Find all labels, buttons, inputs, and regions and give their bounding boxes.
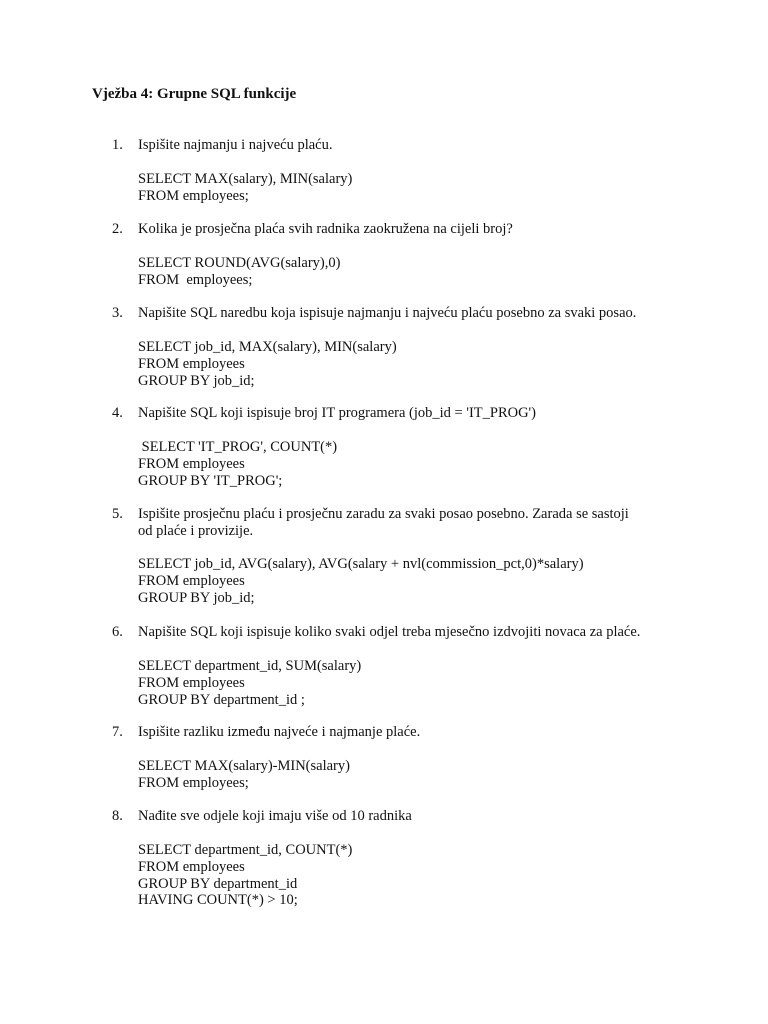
- code-line: FROM employees;: [138, 774, 249, 791]
- code-line: FROM employees: [138, 674, 245, 691]
- exercise-number: 6.: [112, 624, 123, 640]
- code-line: GROUP BY department_id: [138, 875, 298, 892]
- question-line: Ispišite najmanju i najveću plaću.: [138, 137, 333, 153]
- exercise-number: 7.: [112, 724, 123, 740]
- question-line: Ispišite prosječnu plaću i prosječnu zaradu za svaki posao posebno. Zarada se sastoji: [138, 506, 629, 522]
- question-line: Napišite SQL koji ispisuje broj IT programera (job_id = 'IT_PROG'): [138, 405, 536, 421]
- question-line: od plaće i provizije.: [138, 523, 254, 539]
- exercise-question: [138, 305, 698, 322]
- sql-code: [138, 842, 352, 909]
- exercise-number: 4.: [112, 405, 123, 421]
- code-line: SELECT department_id, COUNT(*): [138, 842, 353, 858]
- exercise-number: 2.: [112, 221, 123, 237]
- code-line: FROM employees;: [138, 271, 253, 288]
- code-line: SELECT MAX(salary), MIN(salary): [138, 171, 353, 187]
- exercise-question: [138, 506, 698, 540]
- code-line: SELECT job_id, MAX(salary), MIN(salary): [138, 339, 397, 355]
- sql-code: [138, 556, 584, 606]
- code-line: GROUP BY 'IT_PROG';: [138, 472, 283, 489]
- code-line: SELECT job_id, AVG(salary), AVG(salary + nvl(commission_pct,0)*salary): [138, 556, 584, 572]
- exercise-question: [138, 137, 698, 154]
- code-line: SELECT MAX(salary)-MIN(salary): [138, 758, 350, 774]
- question-line: Nađite sve odjele koji imaju više od 10 radnika: [138, 808, 412, 824]
- exercise-question: [138, 724, 698, 741]
- code-line: FROM employees: [138, 858, 245, 875]
- sql-code: [138, 171, 352, 205]
- code-line: FROM employees: [138, 455, 245, 472]
- exercise-question: [138, 405, 698, 422]
- sql-code: [138, 658, 361, 708]
- exercise-question: [138, 808, 698, 825]
- sql-code: [138, 439, 337, 489]
- question-line: Napišite SQL naredbu koja ispisuje najmanju i najveću plaću posebno za svaki posao.: [138, 305, 637, 321]
- code-line: GROUP BY job_id;: [138, 372, 255, 389]
- code-line: GROUP BY job_id;: [138, 589, 255, 606]
- question-line: Ispišite razliku između najveće i najmanje plaće.: [138, 724, 421, 740]
- exercise-number: 5.: [112, 506, 123, 522]
- code-line: SELECT ROUND(AVG(salary),0): [138, 255, 341, 271]
- sql-code: [138, 255, 340, 289]
- code-line: FROM employees: [138, 572, 245, 589]
- question-line: Napišite SQL koji ispisuje koliko svaki odjel treba mjesečno izdvojiti novaca za plaće.: [138, 624, 641, 640]
- code-line: FROM employees: [138, 355, 245, 372]
- exercise-question: [138, 624, 698, 641]
- exercise-number: 8.: [112, 808, 123, 824]
- code-line: SELECT 'IT_PROG', COUNT(*): [138, 439, 338, 455]
- code-line: HAVING COUNT(*) > 10;: [138, 892, 298, 909]
- page-title: Vježba 4: Grupne SQL funkcije: [92, 86, 297, 102]
- exercise-number: 1.: [112, 137, 123, 153]
- code-line: SELECT department_id, SUM(salary): [138, 658, 362, 674]
- sql-code: [138, 758, 350, 792]
- code-line: FROM employees;: [138, 187, 249, 204]
- exercise-number: 3.: [112, 305, 123, 321]
- exercise-question: [138, 221, 698, 238]
- code-line: GROUP BY department_id ;: [138, 691, 305, 708]
- sql-code: [138, 339, 397, 389]
- question-line: Kolika je prosječna plaća svih radnika zaokružena na cijeli broj?: [138, 221, 513, 237]
